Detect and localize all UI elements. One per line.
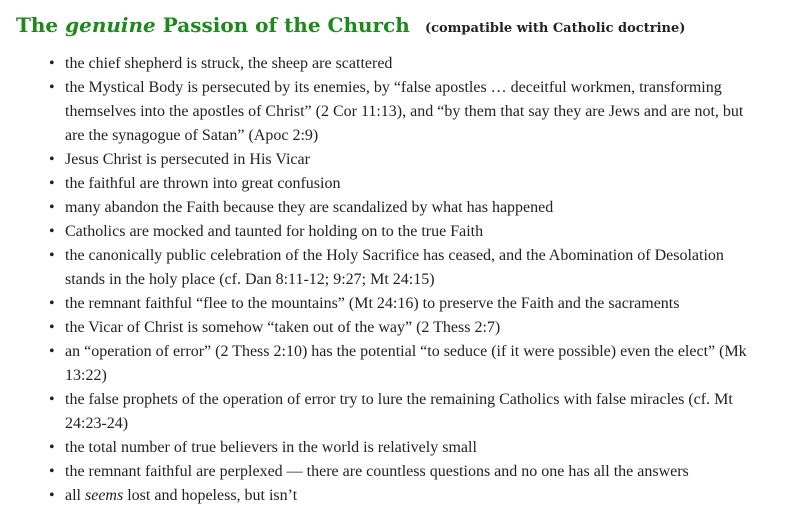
bullet-icon: • [49, 295, 55, 312]
list-item-text: the total number of true believers in the world is relatively small [65, 439, 477, 456]
list-item-text: the Mystical Body is persecuted by its enemies, by “false apostles … deceitful workmen, transforming themselves into the apostles of Christ” (2 Cor 11:13), and “by them that say they are Jews and are not, but are the synagogue of Satan” (Apoc 2:9) [65, 79, 744, 144]
list-item-text: Jesus Christ is persecuted in His Vicar [65, 151, 310, 168]
list-item [16, 340, 756, 388]
list-item [16, 196, 756, 220]
bullet-icon: • [49, 439, 55, 456]
page-title [16, 13, 410, 37]
list-item [16, 388, 756, 436]
bullet-icon: • [49, 55, 55, 72]
bullet-icon: • [49, 343, 55, 360]
list-item-text: the chief shepherd is struck, the sheep are scattered [65, 55, 393, 72]
list-item-text: the remnant faithful “flee to the mountains” (Mt 24:16) to preserve the Faith and the sacraments [65, 295, 680, 312]
bullet-icon: • [49, 487, 55, 504]
list-item [16, 436, 756, 460]
list-item-text: many abandon the Faith because they are scandalized by what has happened [65, 199, 554, 216]
bullet-icon: • [49, 247, 55, 264]
points-list [16, 52, 756, 508]
list-item-text: the faithful are thrown into great confusion [65, 175, 341, 192]
list-item-text-emphasis: seems [85, 487, 124, 504]
list-item [16, 460, 756, 484]
list-item [16, 292, 756, 316]
list-item-text: the Vicar of Christ is somehow “taken out of the way” (2 Thess 2:7) [65, 319, 501, 336]
bullet-icon: • [49, 199, 55, 216]
list-item-text: the remnant faithful are perplexed — there are countless questions and no one has all the answers [65, 463, 689, 480]
list-item [16, 220, 756, 244]
list-item-text: the canonically public celebration of the Holy Sacrifice has ceased, and the Abomination of Desolation stands in the holy place (cf. Dan 8:11-12; 9:27; Mt 24:15) [65, 247, 724, 288]
bullet-icon: • [49, 151, 55, 168]
title-suffix: Passion of the Church [155, 13, 410, 37]
list-item [16, 484, 756, 508]
list-item [16, 316, 756, 340]
list-item [16, 244, 756, 292]
title-prefix: The [16, 13, 66, 37]
list-item-text-prefix: all [65, 487, 85, 504]
list-item [16, 52, 756, 76]
list-item [16, 172, 756, 196]
bullet-icon: • [49, 391, 55, 408]
bullet-icon: • [49, 463, 55, 480]
list-item-text: Catholics are mocked and taunted for holding on to the true Faith [65, 223, 484, 240]
bullet-icon: • [49, 319, 55, 336]
list-item-text-suffix: lost and hopeless, but isn’t [123, 487, 298, 504]
list-item [16, 76, 756, 148]
title-emphasis: genuine [65, 13, 156, 37]
bullet-icon: • [49, 223, 55, 240]
list-item-text: the false prophets of the operation of error try to lure the remaining Catholics with false miracles (cf. Mt 24:23-24) [65, 391, 733, 432]
list-item-text: an “operation of error” (2 Thess 2:10) has the potential “to seduce (if it were possible) even the elect” (Mk 13:22) [65, 343, 747, 384]
list-item [16, 148, 756, 172]
bullet-icon: • [49, 79, 55, 96]
bullet-icon: • [49, 175, 55, 192]
page-heading [16, 8, 790, 42]
page-subtitle: (compatible with Catholic doctrine) [424, 21, 686, 36]
